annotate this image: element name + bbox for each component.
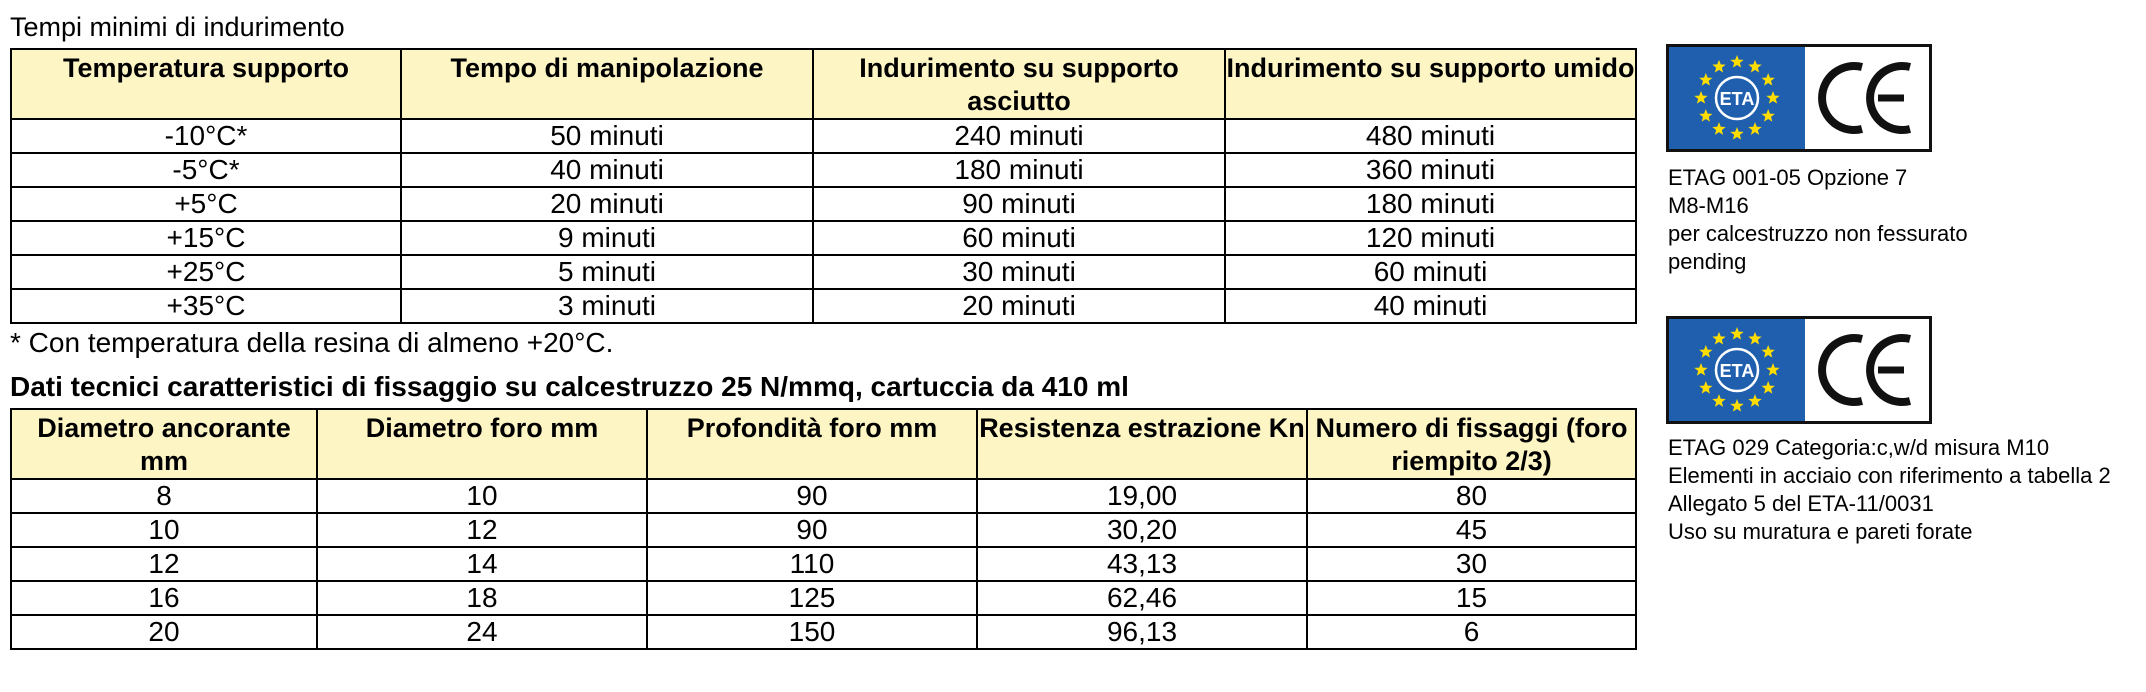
table-row xyxy=(11,255,1636,289)
eu-star-icon xyxy=(1712,332,1725,345)
table-cell: 20 minuti xyxy=(401,187,813,221)
table-row xyxy=(11,119,1636,153)
eu-star-icon xyxy=(1762,345,1775,358)
eu-star-icon xyxy=(1712,394,1725,407)
certification-line: pending xyxy=(1668,249,1747,274)
table-cell: +25°C xyxy=(11,255,401,289)
table-cell: 96,13 xyxy=(977,615,1307,649)
section-title-curing-times: Tempi minimi di indurimento xyxy=(10,12,345,42)
eu-star-icon xyxy=(1730,399,1743,412)
table-cell: 80 xyxy=(1307,479,1636,513)
table-cell: 10 xyxy=(317,479,647,513)
table-cell: 90 xyxy=(647,479,977,513)
table-cell: 125 xyxy=(647,581,977,615)
certification-line: per calcestruzzo non fessurato xyxy=(1668,221,1968,246)
table-cell: 9 minuti xyxy=(401,221,813,255)
table-cell: +15°C xyxy=(11,221,401,255)
column-header: Diametro ancorante mm xyxy=(11,409,317,479)
eu-flag-eta-icon xyxy=(1669,319,1805,421)
eu-star-icon xyxy=(1748,332,1761,345)
eu-star-icon xyxy=(1762,109,1775,122)
table-cell: 62,46 xyxy=(977,581,1307,615)
eu-star-icon xyxy=(1730,127,1743,140)
table-cell: 50 minuti xyxy=(401,119,813,153)
column-header: Numero di fissaggi (foro riempito 2/3) xyxy=(1307,409,1636,479)
table-cell: 30 xyxy=(1307,547,1636,581)
table-cell: 16 xyxy=(11,581,317,615)
table-cell: 12 xyxy=(11,547,317,581)
table-row xyxy=(11,581,1636,615)
table-header-row xyxy=(11,409,1636,479)
table-row xyxy=(11,547,1636,581)
table-cell: +5°C xyxy=(11,187,401,221)
eta-ce-certification-badge xyxy=(1666,44,1932,152)
table-cell: 360 minuti xyxy=(1225,153,1636,187)
table-cell: 14 xyxy=(317,547,647,581)
table-cell: 15 xyxy=(1307,581,1636,615)
certification-line: Allegato 5 del ETA-11/0031 xyxy=(1668,491,1934,516)
certification-line: ETAG 001-05 Opzione 7 xyxy=(1668,165,1908,190)
column-header: Profondità foro mm xyxy=(647,409,977,479)
table-cell: 90 minuti xyxy=(813,187,1225,221)
certification-line: M8-M16 xyxy=(1668,193,1749,218)
table-cell: 18 xyxy=(317,581,647,615)
footnote: * Con temperatura della resina di almeno +20°C. xyxy=(10,327,614,358)
eu-star-icon xyxy=(1762,381,1775,394)
ce-mark-icon xyxy=(1805,319,1929,421)
technical-data-table xyxy=(10,408,1637,650)
eu-star-icon xyxy=(1762,73,1775,86)
table-cell: 40 minuti xyxy=(401,153,813,187)
certification-description xyxy=(1668,434,2111,546)
eu-star-icon xyxy=(1766,91,1779,104)
table-row xyxy=(11,289,1636,323)
table-cell: 180 minuti xyxy=(813,153,1225,187)
table-cell: +35°C xyxy=(11,289,401,323)
eu-star-icon xyxy=(1730,327,1743,340)
table-cell: 3 minuti xyxy=(401,289,813,323)
curing-times-table xyxy=(10,48,1637,324)
eu-star-icon xyxy=(1699,73,1712,86)
certification-line: Elementi in acciaio con riferimento a tabella 2 xyxy=(1668,463,2111,488)
eu-star-icon xyxy=(1694,91,1707,104)
column-header: Indurimento su supporto umido xyxy=(1225,49,1636,119)
table-cell: 10 xyxy=(11,513,317,547)
column-header: Tempo di manipolazione xyxy=(401,49,813,119)
eu-star-icon xyxy=(1694,363,1707,376)
column-header: Diametro foro mm xyxy=(317,409,647,479)
eu-star-icon xyxy=(1766,363,1779,376)
eta-ce-certification-badge xyxy=(1666,316,1932,424)
table-row xyxy=(11,187,1636,221)
table-cell: 480 minuti xyxy=(1225,119,1636,153)
table-row xyxy=(11,153,1636,187)
table-cell: 30,20 xyxy=(977,513,1307,547)
table-cell: 110 xyxy=(647,547,977,581)
table-cell: 20 xyxy=(11,615,317,649)
eu-star-icon xyxy=(1712,122,1725,135)
eta-logo-text: ETA xyxy=(1719,361,1755,381)
eta-logo-text: ETA xyxy=(1719,89,1755,109)
eu-star-icon xyxy=(1699,381,1712,394)
table-cell: 12 xyxy=(317,513,647,547)
table-cell: 40 minuti xyxy=(1225,289,1636,323)
table-cell: 45 xyxy=(1307,513,1636,547)
eu-star-icon xyxy=(1748,60,1761,73)
table-cell: 240 minuti xyxy=(813,119,1225,153)
table-cell: 8 xyxy=(11,479,317,513)
eu-star-icon xyxy=(1699,109,1712,122)
table-cell: 24 xyxy=(317,615,647,649)
table-cell: 150 xyxy=(647,615,977,649)
table-row xyxy=(11,513,1636,547)
table-cell: 30 minuti xyxy=(813,255,1225,289)
eu-flag-eta-icon xyxy=(1669,47,1805,149)
eu-star-icon xyxy=(1748,122,1761,135)
column-header: Indurimento su supporto asciutto xyxy=(813,49,1225,119)
table-cell: 120 minuti xyxy=(1225,221,1636,255)
table-cell: 19,00 xyxy=(977,479,1307,513)
table-row xyxy=(11,221,1636,255)
table-cell: 90 xyxy=(647,513,977,547)
table-cell: 180 minuti xyxy=(1225,187,1636,221)
table-cell: 60 minuti xyxy=(1225,255,1636,289)
table-cell: 43,13 xyxy=(977,547,1307,581)
column-header: Resistenza estrazione Kn xyxy=(977,409,1307,479)
eu-star-icon xyxy=(1730,55,1743,68)
table-cell: -5°C* xyxy=(11,153,401,187)
table-cell: 5 minuti xyxy=(401,255,813,289)
table-header-row xyxy=(11,49,1636,119)
certification-description xyxy=(1668,164,1968,276)
section-title-technical-data: Dati tecnici caratteristici di fissaggio su calcestruzzo 25 N/mmq, cartuccia da 410 ml xyxy=(10,371,1129,402)
eu-star-icon xyxy=(1712,60,1725,73)
table-cell: 20 minuti xyxy=(813,289,1225,323)
table-row xyxy=(11,479,1636,513)
ce-mark-icon xyxy=(1805,47,1929,149)
eu-star-icon xyxy=(1699,345,1712,358)
eu-star-icon xyxy=(1748,394,1761,407)
table-row xyxy=(11,615,1636,649)
table-cell: 60 minuti xyxy=(813,221,1225,255)
table-cell: -10°C* xyxy=(11,119,401,153)
certification-line: Uso su muratura e pareti forate xyxy=(1668,519,1973,544)
column-header: Temperatura supporto xyxy=(11,49,401,119)
certification-line: ETAG 029 Categoria:c,w/d misura M10 xyxy=(1668,435,2050,460)
table-cell: 6 xyxy=(1307,615,1636,649)
